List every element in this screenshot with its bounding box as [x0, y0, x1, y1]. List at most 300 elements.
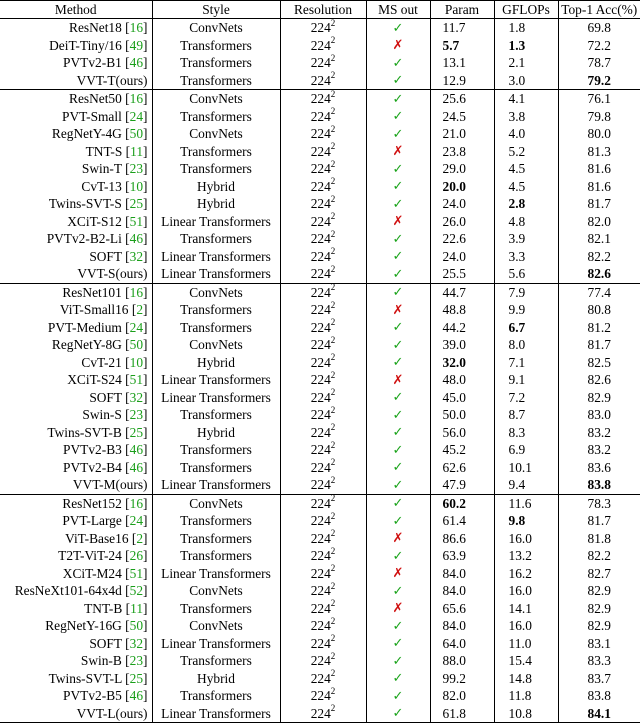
resolution-base: 224 [310, 495, 331, 511]
check-icon: ✓ [392, 285, 404, 301]
resolution-base: 224 [310, 143, 331, 159]
resolution-base: 224 [310, 424, 331, 440]
ms-out-cell [366, 230, 430, 248]
method-cell: ResNet152 [16] [0, 494, 152, 512]
style-cell: ConvNets [152, 494, 280, 512]
check-icon: ✓ [392, 320, 404, 336]
check-icon: ✓ [392, 636, 404, 652]
method-cell: ResNet101 [16] [0, 283, 152, 301]
gflops-cell: 3.9 [494, 230, 558, 248]
style-cell: Hybrid [152, 424, 280, 442]
header-style: Style [152, 1, 280, 19]
ms-out-cell [366, 476, 430, 494]
resolution-exponent: 2 [330, 703, 336, 714]
resolution-cell [280, 371, 366, 389]
top1-cell: 83.8 [587, 688, 611, 704]
table-row [0, 617, 640, 635]
resolution-base: 224 [310, 126, 331, 142]
check-icon: ✓ [392, 196, 404, 212]
gflops-cell: 14.1 [494, 600, 558, 618]
style-cell: ConvNets [152, 125, 280, 143]
method-cell: ViT-Base16 [2] [0, 530, 152, 548]
resolution-exponent: 2 [330, 141, 336, 152]
gflops-cell: 2.1 [494, 54, 558, 72]
top1-cell: 83.1 [587, 635, 611, 651]
method-name: SOFT [89, 248, 122, 264]
gflops-cell: 10.1 [494, 459, 558, 477]
citation-ref: 16 [129, 91, 144, 107]
method-name: ResNet50 [69, 91, 122, 107]
top1-cell: 82.2 [587, 548, 611, 564]
top1-cell: 80.8 [587, 302, 611, 318]
method-name: TNT-S [85, 143, 123, 159]
ms-out-cell [366, 547, 430, 565]
param-cell: 48.8 [430, 301, 494, 319]
top1-cell: 72.2 [587, 37, 611, 53]
method-cell: TNT-B [11] [0, 600, 152, 618]
method-name: Twins-SVT-S [48, 196, 122, 212]
style-cell: Transformers [152, 459, 280, 477]
method-cell: SOFT [32] [0, 248, 152, 266]
top1-cell: 82.6 [587, 372, 611, 388]
method-name: PVTv2-B2-Li [46, 231, 122, 247]
method-cell: RegNetY-4G [50] [0, 125, 152, 143]
gflops-cell: 11.0 [494, 635, 558, 653]
resolution-exponent: 2 [330, 193, 336, 204]
style-cell: Linear Transformers [152, 565, 280, 583]
param-cell: 86.6 [430, 530, 494, 548]
top1-cell: 79.2 [587, 72, 611, 88]
method-cell: XCiT-S24 [51] [0, 371, 152, 389]
method-name: XCiT-S12 [67, 213, 122, 229]
citation-ref: 24 [129, 108, 144, 124]
param-cell: 22.6 [430, 230, 494, 248]
resolution-cell [280, 652, 366, 670]
style-cell: Hybrid [152, 670, 280, 688]
method-cell: RegNetY-8G [50] [0, 336, 152, 354]
resolution-exponent: 2 [330, 352, 336, 363]
citation-ref: 49 [129, 37, 144, 53]
resolution-exponent: 2 [330, 158, 336, 169]
param-cell: 21.0 [430, 125, 494, 143]
param-cell: 60.2 [430, 494, 494, 512]
resolution-exponent: 2 [330, 404, 336, 415]
resolution-cell [280, 195, 366, 213]
top1-cell: 81.3 [587, 143, 611, 159]
resolution-base: 224 [310, 407, 331, 423]
method-name: Swin-S [82, 407, 122, 423]
resolution-cell [280, 687, 366, 705]
param-cell: 88.0 [430, 652, 494, 670]
param-cell: 39.0 [430, 336, 494, 354]
check-icon: ✓ [392, 266, 404, 282]
resolution-exponent: 2 [330, 493, 336, 504]
gflops-cell: 16.0 [494, 530, 558, 548]
top1-cell: 84.1 [558, 705, 640, 723]
ms-out-cell [366, 248, 430, 266]
table-row [0, 582, 640, 600]
resolution-base: 224 [310, 178, 331, 194]
table-row [0, 213, 640, 231]
style-cell: Transformers [152, 143, 280, 161]
resolution-base: 224 [310, 389, 331, 405]
check-icon: ✓ [392, 390, 404, 406]
resolution-base: 224 [310, 284, 331, 300]
resolution-exponent: 2 [330, 176, 336, 187]
resolution-cell [280, 406, 366, 424]
style-cell: Transformers [152, 512, 280, 530]
top1-cell: 82.6 [587, 266, 611, 282]
header-resolution: Resolution [280, 1, 366, 19]
style-cell: ConvNets [152, 283, 280, 301]
table-row [0, 160, 640, 178]
method-cell: XCiT-M24 [51] [0, 565, 152, 583]
header-row [0, 1, 640, 19]
table-row [0, 108, 640, 126]
gflops-cell: 16.0 [494, 617, 558, 635]
table-row [0, 494, 640, 512]
method-cell: PVT-Large [24] [0, 512, 152, 530]
gflops-cell: 7.9 [494, 283, 558, 301]
ms-out-cell [366, 54, 430, 72]
header-param: Param [430, 1, 494, 19]
table-row [0, 354, 640, 372]
table-row [0, 336, 640, 354]
ms-out-cell [366, 319, 430, 337]
resolution-exponent: 2 [330, 334, 336, 345]
ms-out-cell [366, 213, 430, 231]
check-icon: ✓ [392, 688, 404, 704]
table-row [0, 283, 640, 301]
table-row [0, 687, 640, 705]
citation-ref: 46 [129, 55, 144, 71]
ms-out-cell [366, 336, 430, 354]
resolution-base: 224 [310, 196, 331, 212]
check-icon: ✓ [392, 161, 404, 177]
method-name: PVT-Medium [47, 319, 122, 335]
gflops-cell: 4.1 [494, 90, 558, 108]
citation-ref: 51 [129, 565, 144, 581]
method-name: SOFT [89, 389, 122, 405]
param-cell: 65.6 [430, 600, 494, 618]
resolution-exponent: 2 [330, 299, 336, 310]
top1-cell: 82.9 [587, 389, 611, 405]
param-cell: 47.9 [430, 476, 494, 494]
param-cell: 45.0 [430, 389, 494, 407]
ms-out-cell [366, 530, 430, 548]
resolution-exponent: 2 [330, 263, 336, 274]
resolution-exponent: 2 [330, 70, 336, 81]
resolution-base: 224 [310, 354, 331, 370]
check-icon: ✓ [392, 425, 404, 441]
method-name: RegNetY-4G [51, 126, 122, 142]
table-row [0, 230, 640, 248]
resolution-base: 224 [310, 213, 331, 229]
gflops-cell: 16.2 [494, 565, 558, 583]
citation-ref: 11 [130, 143, 144, 159]
cross-icon: ✗ [392, 144, 404, 160]
table-row [0, 512, 640, 530]
resolution-cell [280, 617, 366, 635]
style-cell: Transformers [152, 37, 280, 55]
resolution-exponent: 2 [330, 123, 336, 134]
resolution-cell [280, 389, 366, 407]
resolution-exponent: 2 [330, 439, 336, 450]
top1-cell: 78.7 [587, 55, 611, 71]
gflops-cell: 2.8 [494, 195, 558, 213]
top1-cell: 82.1 [587, 231, 611, 247]
method-cell: Swin-T [23] [0, 160, 152, 178]
method-name: PVTv2-B5 [63, 688, 122, 704]
style-cell: Linear Transformers [152, 213, 280, 231]
param-cell: 63.9 [430, 547, 494, 565]
method-name: ViT-Base16 [65, 530, 129, 546]
resolution-cell [280, 283, 366, 301]
method-cell: PVTv2-B3 [46] [0, 441, 152, 459]
gflops-cell: 5.2 [494, 143, 558, 161]
gflops-cell: 8.3 [494, 424, 558, 442]
resolution-cell [280, 459, 366, 477]
gflops-cell: 9.1 [494, 371, 558, 389]
ms-out-cell [366, 494, 430, 512]
resolution-exponent: 2 [330, 580, 336, 591]
cross-icon: ✗ [392, 601, 404, 617]
top1-cell: 81.8 [587, 530, 611, 546]
header-method: Method [0, 1, 152, 19]
gflops-cell: 11.8 [494, 687, 558, 705]
resolution-base: 224 [310, 477, 331, 493]
method-cell: ResNeXt101-64x4d [52] [0, 582, 152, 600]
style-cell: Transformers [152, 160, 280, 178]
resolution-cell [280, 108, 366, 126]
method-cell: XCiT-S12 [51] [0, 213, 152, 231]
resolution-exponent: 2 [330, 668, 336, 679]
param-cell: 13.1 [430, 54, 494, 72]
method-cell: Swin-B [23] [0, 652, 152, 670]
check-icon: ✓ [392, 477, 404, 493]
method-name: PVTv2-B4 [63, 459, 122, 475]
param-cell: 45.2 [430, 441, 494, 459]
method-cell: Twins-SVT-B [25] [0, 424, 152, 442]
top1-cell: 81.7 [587, 513, 611, 529]
gflops-cell: 16.0 [494, 582, 558, 600]
param-cell: 50.0 [430, 406, 494, 424]
param-cell: 24.5 [430, 108, 494, 126]
check-icon: ✓ [392, 706, 404, 722]
top1-cell: 82.9 [587, 618, 611, 634]
cross-icon: ✗ [392, 214, 404, 230]
citation-ref: 51 [129, 213, 144, 229]
param-cell: 12.9 [430, 72, 494, 90]
resolution-base: 224 [310, 372, 331, 388]
resolution-cell [280, 143, 366, 161]
ms-out-cell [366, 617, 430, 635]
method-name: XCiT-S24 [67, 372, 122, 388]
check-icon: ✓ [392, 442, 404, 458]
style-cell: Transformers [152, 530, 280, 548]
resolution-base: 224 [310, 530, 331, 546]
ms-out-cell [366, 459, 430, 477]
resolution-cell [280, 512, 366, 530]
top1-cell: 83.8 [587, 477, 611, 493]
gflops-cell: 7.1 [494, 354, 558, 372]
table-row [0, 54, 640, 72]
style-cell: Transformers [152, 600, 280, 618]
citation-ref: 52 [129, 583, 144, 599]
table-row [0, 125, 640, 143]
ms-out-cell [366, 424, 430, 442]
resolution-cell [280, 424, 366, 442]
style-cell: Transformers [152, 687, 280, 705]
style-cell: Transformers [152, 54, 280, 72]
top1-cell: 82.5 [587, 354, 611, 370]
ms-out-cell [366, 705, 430, 723]
citation-ref: 46 [129, 231, 144, 247]
gflops-cell: 11.6 [494, 494, 558, 512]
ms-out-cell [366, 265, 430, 283]
resolution-exponent: 2 [330, 246, 336, 257]
top1-cell: 83.7 [587, 670, 611, 686]
resolution-base: 224 [310, 670, 331, 686]
resolution-exponent: 2 [330, 545, 336, 556]
resolution-cell [280, 178, 366, 196]
gflops-cell: 14.8 [494, 670, 558, 688]
resolution-exponent: 2 [330, 35, 336, 46]
resolution-exponent: 2 [330, 422, 336, 433]
method-name: CvT-21 [81, 354, 122, 370]
param-cell: 99.2 [430, 670, 494, 688]
check-icon: ✓ [392, 126, 404, 142]
table-row [0, 90, 640, 108]
param-cell: 24.0 [430, 195, 494, 213]
resolution-exponent: 2 [330, 457, 336, 468]
citation-ref: 46 [129, 459, 144, 475]
gflops-cell: 7.2 [494, 389, 558, 407]
check-icon: ✓ [392, 653, 404, 669]
resolution-base: 224 [310, 688, 331, 704]
style-cell: Transformers [152, 406, 280, 424]
top1-cell: 80.0 [587, 126, 611, 142]
gflops-cell: 8.0 [494, 336, 558, 354]
table-row [0, 72, 640, 90]
resolution-base: 224 [310, 705, 331, 721]
style-cell: Linear Transformers [152, 476, 280, 494]
gflops-cell: 4.5 [494, 160, 558, 178]
resolution-cell [280, 230, 366, 248]
ms-out-cell [366, 565, 430, 583]
method-cell: TNT-S [11] [0, 143, 152, 161]
model-group [0, 19, 640, 90]
style-cell: ConvNets [152, 19, 280, 37]
resolution-base: 224 [310, 231, 331, 247]
param-cell: 25.6 [430, 90, 494, 108]
resolution-cell [280, 90, 366, 108]
ms-out-cell [366, 670, 430, 688]
check-icon: ✓ [392, 460, 404, 476]
check-icon: ✓ [392, 496, 404, 512]
top1-cell: 83.2 [587, 442, 611, 458]
resolution-exponent: 2 [330, 598, 336, 609]
ms-out-cell [366, 301, 430, 319]
method-name: VVT-L(ours) [76, 705, 148, 721]
method-cell: Swin-S [23] [0, 406, 152, 424]
gflops-cell: 9.4 [494, 476, 558, 494]
top1-cell: 81.6 [587, 178, 611, 194]
resolution-cell [280, 37, 366, 55]
table-row [0, 406, 640, 424]
method-name: Twins-SVT-L [48, 670, 122, 686]
table-row [0, 143, 640, 161]
table-row [0, 178, 640, 196]
top1-cell: 79.8 [587, 108, 611, 124]
resolution-exponent: 2 [330, 563, 336, 574]
gflops-cell: 1.8 [494, 19, 558, 37]
model-group [0, 494, 640, 723]
resolution-cell [280, 301, 366, 319]
check-icon: ✓ [392, 548, 404, 564]
resolution-exponent: 2 [330, 650, 336, 661]
style-cell: Transformers [152, 547, 280, 565]
citation-ref: 50 [129, 337, 144, 353]
citation-ref: 24 [129, 513, 144, 529]
resolution-base: 224 [310, 108, 331, 124]
param-cell: 20.0 [430, 178, 494, 196]
ms-out-cell [366, 441, 430, 459]
check-icon: ✓ [392, 618, 404, 634]
method-cell: SOFT [32] [0, 635, 152, 653]
method-cell: PVT-Medium [24] [0, 319, 152, 337]
param-cell: 11.7 [430, 19, 494, 37]
resolution-cell [280, 72, 366, 90]
resolution-exponent: 2 [330, 228, 336, 239]
resolution-exponent: 2 [330, 387, 336, 398]
resolution-base: 224 [310, 20, 331, 36]
method-name: PVTv2-B3 [63, 442, 122, 458]
table-row [0, 371, 640, 389]
resolution-exponent: 2 [330, 369, 336, 380]
method-cell: PVTv2-B5 [46] [0, 687, 152, 705]
citation-ref: 11 [130, 600, 144, 616]
top1-cell: 76.1 [558, 90, 640, 108]
citation-ref: 16 [129, 495, 144, 511]
param-cell: 84.0 [430, 582, 494, 600]
model-group [0, 90, 640, 284]
ms-out-cell [366, 108, 430, 126]
cross-icon: ✗ [392, 566, 404, 582]
check-icon: ✓ [392, 337, 404, 353]
param-cell: 62.6 [430, 459, 494, 477]
param-cell: 25.5 [430, 265, 494, 283]
top1-cell: 82.0 [587, 213, 611, 229]
top1-cell: 77.4 [558, 283, 640, 301]
style-cell: Linear Transformers [152, 265, 280, 283]
resolution-base: 224 [310, 37, 331, 53]
ms-out-cell [366, 582, 430, 600]
top1-cell: 81.7 [587, 196, 611, 212]
citation-ref: 50 [129, 126, 144, 142]
method-name: PVT-Small [62, 108, 122, 124]
gflops-cell: 3.3 [494, 248, 558, 266]
method-name: TNT-B [84, 600, 123, 616]
check-icon: ✓ [392, 513, 404, 529]
style-cell: ConvNets [152, 336, 280, 354]
resolution-base: 224 [310, 459, 331, 475]
table-row [0, 635, 640, 653]
method-cell: RegNetY-16G [50] [0, 617, 152, 635]
check-icon: ✓ [392, 55, 404, 71]
style-cell: Hybrid [152, 195, 280, 213]
table-row [0, 301, 640, 319]
